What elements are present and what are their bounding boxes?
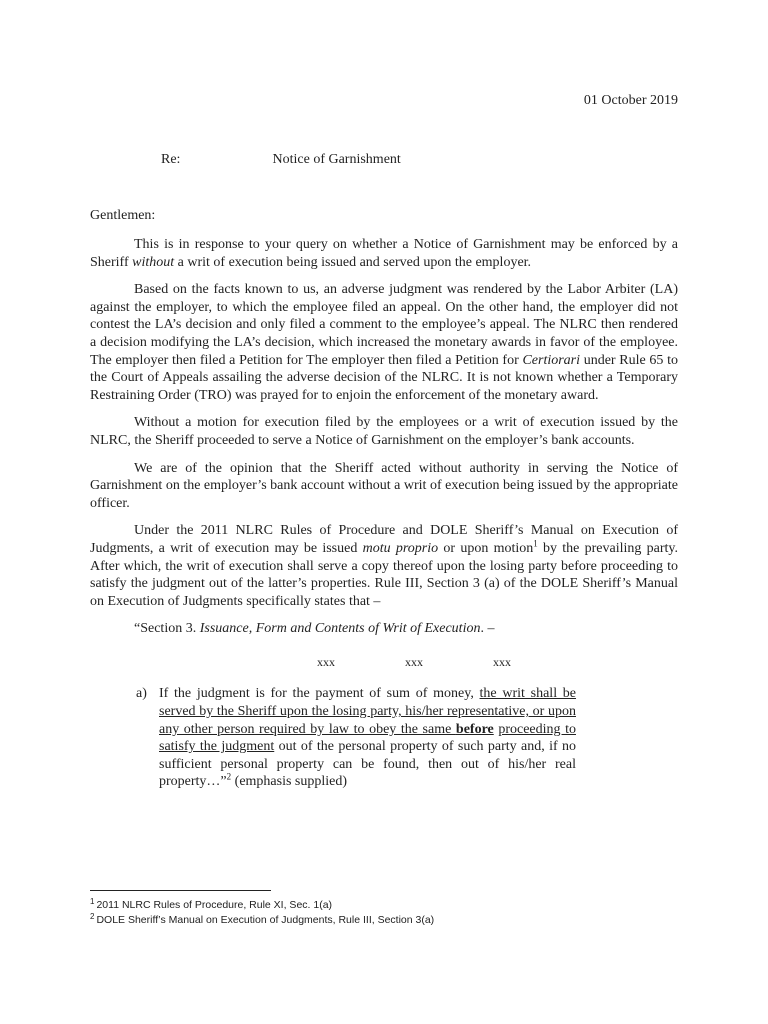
paragraph-5 bbox=[90, 522, 678, 610]
p5-text-a: Under the 2011 NLRC Rules of Procedure and DOLE Sheriff’s Manual on Execution of Judgments, a writ of execution may be issued bbox=[90, 523, 678, 556]
footnotes bbox=[90, 898, 434, 928]
item-text bbox=[159, 685, 576, 791]
item-underlined-1: the writ shall be served by the Sheriff upon the losing party, his/her representative, or upon any other person required by law to obey the same bbox=[159, 686, 577, 737]
p5-text-b: or upon motion bbox=[438, 540, 534, 556]
paragraph-3: Without a motion for execution filed by the employees or a writ of execution issued by the NLRC, the Sheriff proceeded to serve a Notice of Garnishment on the employer’s bank accounts. bbox=[90, 415, 678, 448]
ellipsis-marks bbox=[150, 654, 678, 672]
footnote-number: 2 bbox=[90, 911, 95, 921]
subject-text: Notice of Garnishment bbox=[272, 152, 401, 167]
item-text-2: out of the personal property of such party and, if no sufficient personal property can be found, then out of his/her real property…” bbox=[159, 739, 576, 790]
item-text-1: If the judgment is for the payment of sum of money, bbox=[159, 686, 480, 702]
p1-emphasis: without bbox=[132, 254, 175, 270]
xxx-mark: xxx bbox=[493, 654, 511, 669]
footnote-number: 1 bbox=[90, 896, 95, 906]
quote-emphasis: Issuance, Form and Contents of Writ of Execution bbox=[199, 621, 481, 637]
letter-date: 01 October 2019 bbox=[583, 93, 678, 108]
p5-text-c: by the prevailing party. After which, the writ of execution shall serve a copy thereof upon the losing party before proceeding to satisfy the judgment out of the latter’s properties. Rule III, Section 3 (a) of the DOLE Sheriff’s Manual on Execution of Judgments specifically states that – bbox=[90, 540, 678, 609]
item-label: a) bbox=[136, 686, 147, 702]
p2-emphasis: Certiorari bbox=[522, 352, 581, 368]
quote-heading bbox=[90, 620, 678, 638]
footnote-2 bbox=[90, 913, 434, 928]
letter-body bbox=[90, 236, 678, 791]
footnote-divider bbox=[90, 890, 271, 891]
re-label: Re: bbox=[161, 152, 181, 167]
footnote-1 bbox=[90, 898, 434, 913]
paragraph-2 bbox=[90, 281, 678, 404]
subject-line bbox=[161, 152, 561, 168]
quote-text-a: “Section 3. bbox=[134, 621, 200, 637]
xxx-mark: xxx bbox=[317, 654, 335, 669]
footnote-text: DOLE Sheriff’s Manual on Execution of Judgments, Rule III, Section 3(a) bbox=[96, 914, 435, 926]
paragraph-1 bbox=[90, 236, 678, 271]
quoted-item-a bbox=[136, 685, 678, 791]
xxx-mark: xxx bbox=[405, 654, 423, 669]
footnote-ref-2: 2 bbox=[226, 771, 232, 782]
p2-text-b: under Rule 65 to the Court of Appeals assailing the adverse decision of the NLRC. It is not known whether a Temporary Restraining Order (TRO) was prayed for to enjoin the enforcement of the monetary award. bbox=[90, 352, 678, 403]
p5-emphasis: motu proprio bbox=[362, 540, 439, 556]
footnote-ref-1: 1 bbox=[533, 538, 538, 549]
p2-text-a: Based on the facts known to us, an adverse judgment was rendered by the Labor Arbiter (LA) against the employer, to which the employee filed an appeal. On the other hand, the employer did not contest the LA’s decision and only filed a comment to the employee’s appeal. The NLRC then rendered a decision modifying the LA’s decision, which increased the monetary awards in favor of the employee. The employer then filed a Petition for The employer then filed a Petition for bbox=[90, 282, 678, 368]
item-underlined-2: proceeding to satisfy the judgment bbox=[159, 721, 576, 755]
footnote-text: 2011 NLRC Rules of Procedure, Rule XI, Sec. 1(a) bbox=[96, 899, 333, 911]
paragraph-4: We are of the opinion that the Sheriff acted without authority in serving the Notice of Garnishment on the employer’s bank account without a writ of execution being issued by the appropriate officer. bbox=[90, 460, 678, 511]
item-bold: before bbox=[455, 721, 494, 737]
p1-text-b: a writ of execution being issued and served upon the employer. bbox=[174, 254, 532, 270]
p1-text-a: This is in response to your query on whether a Notice of Garnishment may be enforced by a Sheriff bbox=[90, 237, 678, 270]
salutation: Gentlemen: bbox=[90, 208, 156, 223]
quote-text-b: . – bbox=[480, 621, 495, 637]
item-text-3: (emphasis supplied) bbox=[231, 774, 348, 790]
